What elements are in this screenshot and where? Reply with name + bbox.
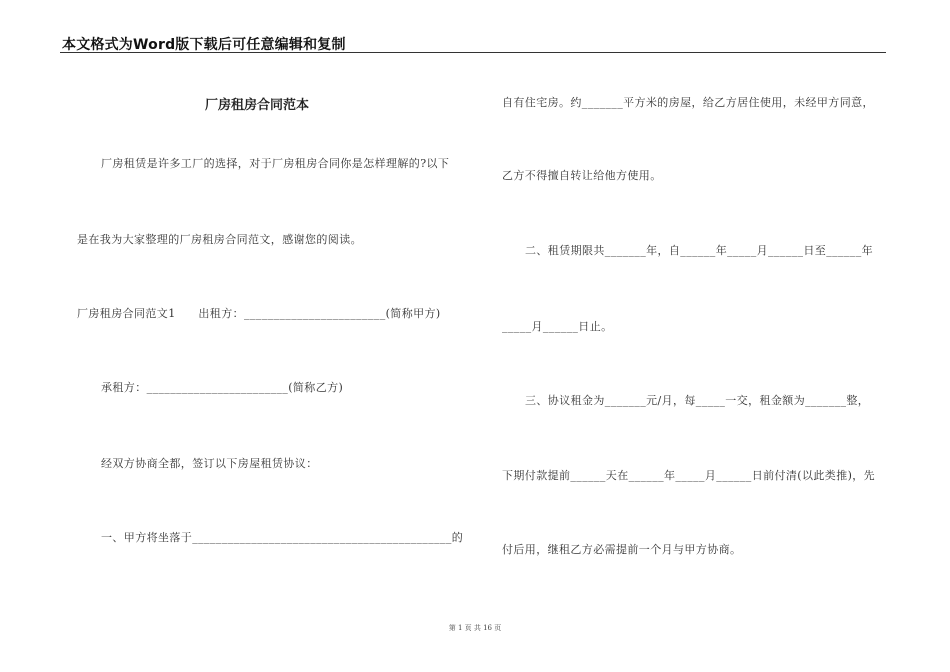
paragraph-line: _____月______日止。: [502, 320, 613, 333]
paragraph-line: 付后用，继租乙方必需提前一个月与甲方协商。: [502, 543, 742, 556]
paragraph-line: 二、租赁期限共_______年，自______年_____月______日至______年: [525, 244, 873, 257]
page-header: [60, 34, 886, 53]
paragraph-line: 是在我为大家整理的厂房租房合同范文，感谢您的阅读。: [77, 233, 362, 246]
header-text: 本文格式为Word版下载后可任意编辑和复制: [62, 37, 346, 53]
paragraph-line: 一、甲方将坐落于____________________________________________的: [101, 531, 464, 544]
paragraph-line: 下期付款提前______天在______年_____月______日前付清(以此类推)，先: [502, 469, 876, 482]
paragraph-line: 经双方协商全都，签订以下房屋租赁协议：: [101, 457, 318, 470]
document-title: 厂房租房合同范本: [205, 98, 310, 113]
page-number: 第 1 页 共 16 页: [448, 624, 502, 632]
paragraph-line: 三、协议租金为_______元/月，每_____一交，租金额为_______整，: [525, 394, 870, 407]
paragraph-line: 厂房租赁是许多工厂的选择，对于厂房租房合同你是怎样理解的?以下: [101, 157, 450, 170]
paragraph-line: 厂房租房合同范文1 出租方：________________________(简称甲方): [77, 307, 441, 320]
paragraph-line: 自有住宅房。约_______平方米的房屋，给乙方居住使用，未经甲方同意，: [502, 96, 874, 109]
paragraph-line: 承租方：________________________(简称乙方): [101, 381, 344, 394]
paragraph-line: 乙方不得擅自转让给他方使用。: [502, 169, 662, 182]
